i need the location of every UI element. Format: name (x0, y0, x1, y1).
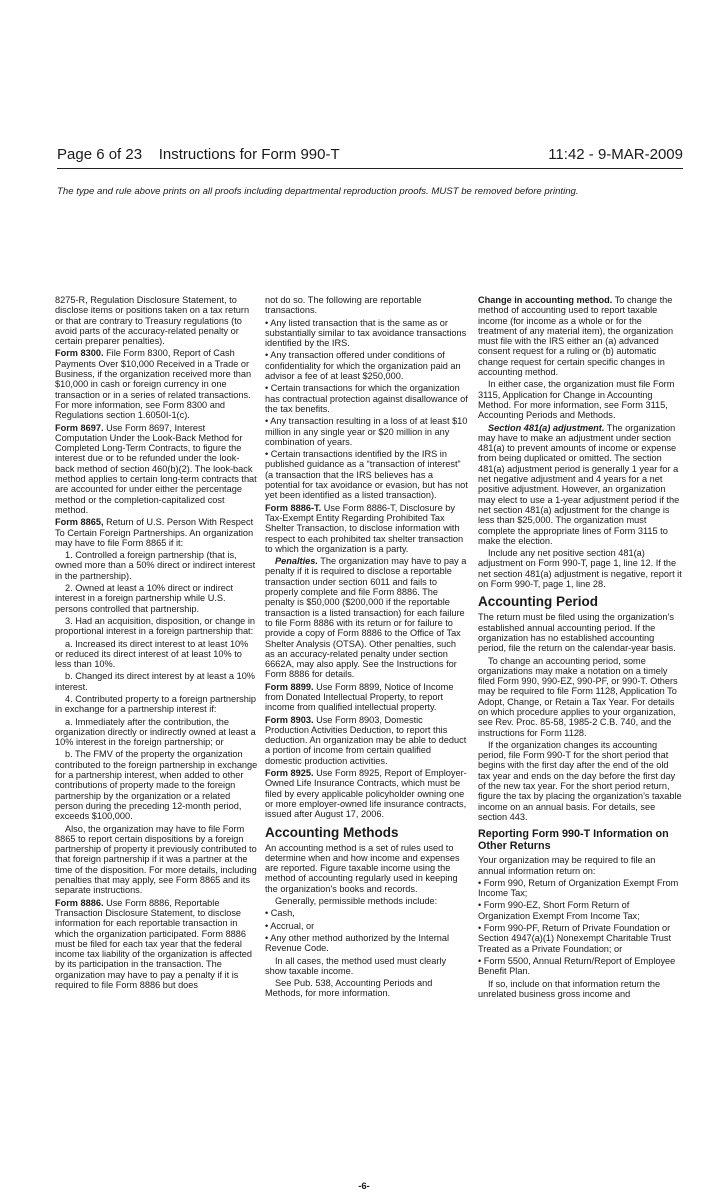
proof-notice: The type and rule above prints on all proofs including departmental reproduction proofs. MUST be removed before printing. (57, 186, 579, 197)
paragraph-form-8899 (265, 682, 468, 713)
paragraph: To change an accounting period, some organizations may make a notation on a timely filed Form 990, 990-EZ, 990-PF, or 990-T. Others may be required to file Form 1128, Application To Adopt, Change, or Retain a Tax Year. For details on which procedure applies to your organization, see Rev. Proc. 85-58, 1985-2 C.B. 740, and the instructions for Form 1128. (478, 655, 678, 738)
paragraph: If so, include on that information return the unrelated business gross income and (478, 978, 661, 999)
paragraph: See Pub. 538, Accounting Periods and Methods, for more information. (265, 978, 433, 999)
run-in-heading: Section 481(a) adjustment. (488, 422, 605, 433)
paragraph-text: Use Form 8886-T, Disclosure by Tax-Exempt Entity Regarding Prohibited Tax Shelter Transaction, to disclose information with respect to each prohibited tax shelter transaction to which the organization is a party. (265, 502, 464, 554)
paragraph: In all cases, the method used must clearly show taxable income. (265, 955, 447, 976)
run-in-heading: Form 8899. (265, 681, 314, 692)
page-number: -6- (358, 1181, 370, 1192)
paragraph: Generally, permissible methods include: (275, 896, 438, 907)
run-in-heading: Form 8865, (55, 517, 104, 528)
paragraph: If the organization changes its accounting period, file Form 990-T for the short period that begins with the first day after the end of the old tax year and ends on the day before the first day of the new tax year. For the short period return, figure the tax by placing the organization’s taxable income on an annual basis. For details, see section 443. (478, 739, 682, 822)
paragraph-text: Use Form 8925, Report of Employer-Owned Life Insurance Contracts, which must be filed by every applicable policyholder owning one or more employer-owned life insurance contracts, issued after August 17, 2006. (265, 768, 467, 820)
paragraph-form-8886 (55, 898, 258, 991)
run-in-heading: Form 8300. (55, 348, 104, 359)
column-2 (265, 295, 468, 1001)
paragraph-text: The organization may have to pay a penalty if it is required to disclose a reportable transaction under section 6011 and fails to properly complete and file Form 8886. The penalty is $50,000 ($200,000 if the reportable transaction is a listed transaction) for each failure to file Form 8886 with its return or for failure to provide a copy of Form 8886 to the Office of Tax Shelter Analysis (OTSA). Other penalties, such as an accuracy-related penalty under section 6662A, may also apply. See the Instructions for Form 8886 for details. (265, 556, 467, 680)
paragraph-change-in-accounting-method (478, 295, 682, 377)
header-right: 11:42 - 9-MAR-2009 (548, 146, 683, 163)
paragraph-text: To change the method of accounting used to report taxable income (for income as a whole or for the treatment of any material item), the organization must file with the IRS either an (a) advanced consent request for a ruling or (b) automatic change request for certain specific changes in accounting method. (478, 295, 674, 378)
column-1 (55, 295, 258, 992)
paragraph-penalties (265, 556, 468, 680)
run-in-heading: Penalties. (275, 556, 318, 567)
run-in-heading: Change in accounting method. (478, 295, 613, 305)
paragraph-text: The organization may have to make an adjustment under section 481(a) to prevent amounts of income or expense from being duplicated or omitted. The section 481(a) adjustment period is generally 1 year for a net negative adjustment and 4 years for a net positive adjustment. However, an organization may elect to use a 1-year adjustment period if the net section 481(a) adjustment for the change is less than $25,000. The organization must complete the appropriate lines of Form 3115 to make the election. (478, 422, 680, 546)
list-item: 3. Had an acquisition, disposition, or change in proportional interest in a foreign partnership that: (55, 615, 255, 637)
paragraph: The return must be filed using the organization’s established annual accounting period. If the organization has no established accounting period, file the return on the calendar-year basis. (478, 612, 676, 654)
list-item: a. Increased its direct interest to at least 10% or reduced its direct interest of at least 10% to less than 10%. (55, 638, 249, 670)
paragraph: 8275-R, Regulation Disclosure Statement, to disclose items or positions taken on a tax return or that are contrary to Treasury regulations (to avoid parts of the accuracy-related penalty or certain preparer penalties). (55, 295, 250, 347)
list-item: 4. Contributed property to a foreign partnership in exchange for a partnership interest if: (55, 693, 257, 715)
paragraph-form-8865 (55, 517, 258, 548)
bullet-item: • Any other method authorized by the Internal Revenue Code. (265, 932, 450, 954)
bullet-item: • Certain transactions for which the organization has contractual protection against disallowance of the tax benefits. (265, 383, 468, 414)
section-heading-reporting-other-returns: Reporting Form 990-T Information on Other Returns (478, 828, 669, 853)
list-item: b. The FMV of the property the organization contributed to the foreign partnership in exchange for a partnership interest, when added to other contributions of property made to the foreign partnership by the organization or a related person during the preceding 12-month period, exceeds $100,000. (55, 749, 258, 822)
run-in-heading: Form 8903. (265, 714, 314, 725)
paragraph-form-8300 (55, 348, 258, 420)
paragraph-text: File Form 8300, Report of Cash Payments Over $10,000 Received in a Trade or Business, if the organization received more than $10,000 in cash or foreign currency in one transaction or in a series of related transactions. For more information, see Form 8300 and Regulations section 1.6050I-1(c). (55, 348, 252, 421)
bullet-item: • Accrual, or (265, 920, 315, 931)
paragraph: not do so. The following are reportable transactions. (265, 295, 422, 316)
bullet-item: • Form 990-EZ, Short Form Return of Organization Exempt From Income Tax; (478, 900, 640, 921)
list-item: a. Immediately after the contribution, the organization directly or indirectly owned at least a 10% interest in the foreign partnership; or (55, 716, 256, 748)
paragraph-section-481a (478, 423, 682, 547)
header-rule (57, 168, 683, 169)
paragraph: An accounting method is a set of rules used to determine when and how income and expenses are reported. Figure taxable income using the method of accounting regularly used in keeping the organization’s books and records. (265, 842, 460, 894)
bullet-item: • Any transaction offered under conditions of confidentiality for which the organization paid an advisor a fee of at least $250,000. (265, 350, 461, 382)
bullet-item: • Any listed transaction that is the same as or substantially similar to tax avoidance transactions identified by the IRS. (265, 317, 467, 349)
paragraph-text: Use Form 8697, Interest Computation Under the Look-Back Method for Completed Long-Term Contracts, to figure the interest due or to be refunded under the look-back method of section 460(b)(2). The look-back method applies to certain long-term contracts that are accounted for under either the percentage method or the completion-capitalized cost method. (55, 422, 257, 515)
list-item: b. Changed its direct interest by at least a 10% interest. (55, 671, 255, 692)
run-in-heading: Form 8886-T. (265, 502, 322, 513)
running-header (57, 146, 683, 164)
paragraph: Include any net positive section 481(a) adjustment on Form 990-T, page 1, line 12. If the net section 481(a) adjustment is negative, report it on Form 990-T, page 1, line 28. (478, 548, 682, 590)
paragraph-text: Use Form 8886, Reportable Transaction Disclosure Statement, to disclose information for each reportable transaction in which the organization participated. Form 8886 must be filed for each tax year that the federal income tax liability of the organization is affected by its participation in the transaction. The organization may have to pay a penalty if it is required to file Form 8886 but does (55, 897, 252, 990)
paragraph-form-8886-t (265, 503, 468, 554)
bullet-item: • Form 990, Return of Organization Exempt From Income Tax; (478, 877, 679, 899)
list-item: 1. Controlled a foreign partnership (that is, owned more than a 50% direct or indirect interest in the partnership). (55, 550, 256, 581)
paragraph-text: Use Form 8903, Domestic Production Activities Deduction, to report this deduction. An organization may be able to deduct a portion of income from certain qualified domestic production activities. (265, 714, 467, 766)
column-3 (478, 295, 682, 1001)
run-in-heading: Form 8697. (55, 422, 104, 433)
header-left: Page 6 of 23 Instructions for Form 990-T (57, 146, 340, 163)
section-heading-accounting-methods: Accounting Methods (265, 824, 399, 840)
section-heading-accounting-period: Accounting Period (478, 594, 599, 610)
bullet-item: • Certain transactions identified by the IRS in published guidance as a “transaction of interest” (a transaction that the IRS believes has a potential for tax avoidance or evasion, but has not yet been identified as a listed transaction). (265, 449, 468, 501)
paragraph: In either case, the organization must file Form 3115, Application for Change in Accounting Method. For more information, see Form 3115, Accounting Periods and Methods. (478, 379, 675, 421)
paragraph-form-8925 (265, 768, 468, 819)
paragraph: Also, the organization may have to file Form 8865 to report certain dispositions by a foreign partnership of property it previously contributed to that foreign partnership if it was a partner at the time of the disposition. For more details, including penalties that may apply, see Form 8865 and its separate instructions. (55, 823, 257, 896)
run-in-heading: Form 8925. (265, 768, 314, 779)
bullet-item: • Any transaction resulting in a loss of at least $10 million in any single year or $20 million in any combination of years. (265, 416, 468, 447)
bullet-item: • Form 5500, Annual Return/Report of Employee Benefit Plan. (478, 955, 676, 977)
paragraph-form-8697 (55, 423, 258, 516)
paragraph-text: Use Form 8899, Notice of Income from Donated Intellectual Property, to report income from qualified intellectual property. (265, 681, 454, 713)
paragraph-form-8903 (265, 715, 468, 766)
list-item: 2. Owned at least a 10% direct or indirect interest in a foreign partnership while U.S. persons controlled that partnership. (55, 583, 234, 614)
paragraph-text: Return of U.S. Person With Respect To Certain Foreign Partnerships. An organization may have to file Form 8865 if it: (55, 517, 254, 548)
run-in-heading: Form 8886. (55, 897, 104, 908)
bullet-item: • Cash, (265, 908, 295, 919)
paragraph: Your organization may be required to file an annual information return on: (478, 855, 656, 876)
bullet-item: • Form 990-PF, Return of Private Foundation or Section 4947(a)(1) Nonexempt Charitable Trust Treated as a Private Foundation; or (478, 923, 672, 954)
